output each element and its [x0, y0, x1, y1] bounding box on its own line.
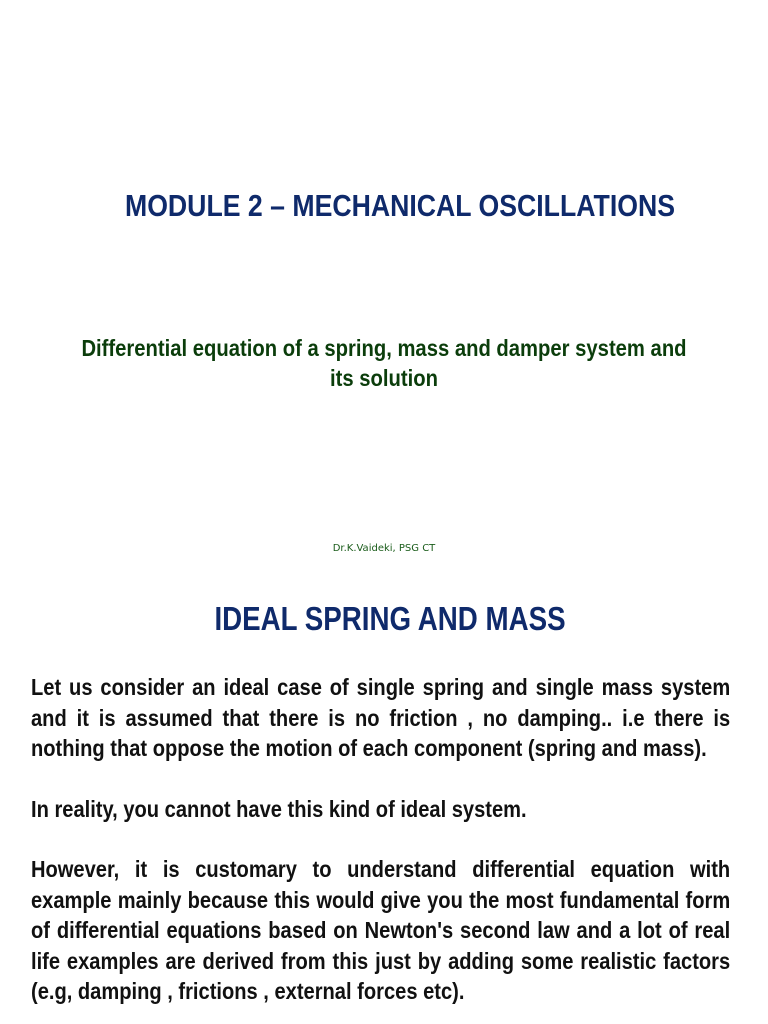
- author-credit: Dr.K.Vaideki, PSG CT: [332, 543, 436, 554]
- body-text: [31, 672, 730, 1024]
- paragraph-text: In reality, you cannot have this kind of ideal system.: [31, 795, 527, 822]
- section-heading: [0, 600, 768, 638]
- slide-subtitle: [30, 333, 738, 393]
- paragraph: [31, 794, 730, 825]
- slide-title: MODULE 2 – MECHANICAL OSCILLATIONS: [124, 188, 675, 223]
- section-heading-text: IDEAL SPRING AND MASS: [214, 600, 566, 637]
- paragraph-text: Let us consider an ideal case of single spring and single mass system and it is assumed that there is no friction , no damping.. i.e there is nothing that oppose the motion of each component (spring and mass).: [31, 674, 730, 761]
- paragraph: [31, 672, 730, 764]
- slide-subtitle-text: Differential equation of a spring, mass and damper system and its solution: [81, 335, 687, 391]
- paragraph-text: However, it is customary to understand differential equation with example mainly because this would give you the most fundamental form of differential equations based on Newton's second law and a lot of real life examples are derived from this just by adding some realistic factors (e.g, damping , frictions , external forces etc).: [31, 856, 730, 1004]
- paragraph: [31, 854, 730, 1007]
